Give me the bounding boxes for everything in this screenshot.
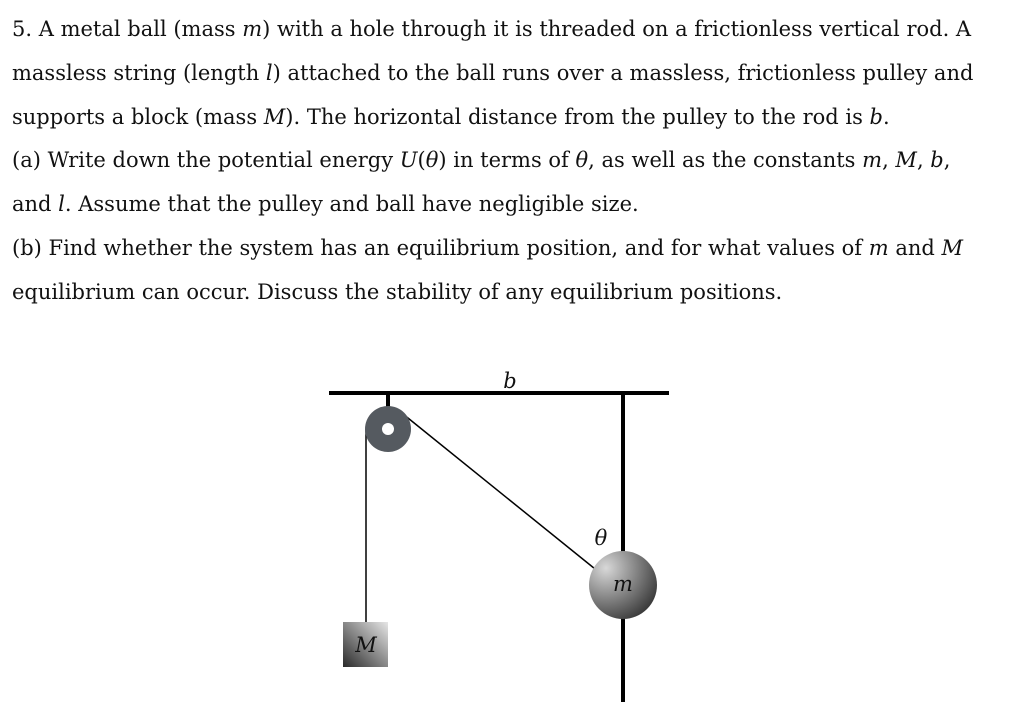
math-symbol: M bbox=[263, 104, 286, 129]
text-run: ) attached to the ball runs over a massless, frictionless pulley and bbox=[272, 60, 974, 85]
string-diagonal bbox=[403, 414, 605, 577]
label-theta: θ bbox=[594, 526, 608, 550]
math-symbol: U bbox=[399, 148, 418, 173]
text-run: , as well as the constants bbox=[588, 148, 863, 173]
label-b: b bbox=[503, 369, 517, 393]
problem-number: 5. bbox=[12, 17, 33, 41]
text-run: ) in terms of bbox=[438, 148, 576, 173]
text-run: (a) Write down the potential energy bbox=[12, 148, 400, 173]
problem-line-1-body bbox=[39, 17, 971, 41]
problem-line-2 bbox=[12, 52, 1002, 96]
text-run: . bbox=[883, 104, 890, 129]
text-run: , bbox=[882, 148, 896, 173]
problem-text bbox=[12, 8, 1002, 315]
text-run: ). The horizontal distance from the pulley to the rod is bbox=[285, 104, 870, 129]
text-run: , bbox=[943, 148, 951, 173]
problem-line-3 bbox=[12, 96, 1002, 140]
problem-line-7 bbox=[12, 271, 1002, 315]
text-run: massless string (length bbox=[12, 60, 266, 85]
math-symbol: m bbox=[242, 17, 263, 41]
math-symbol: m bbox=[862, 148, 883, 173]
math-symbol: m bbox=[868, 235, 889, 260]
math-symbol: θ bbox=[425, 148, 439, 173]
text-run: A metal ball (mass bbox=[38, 17, 243, 41]
pulley-hole bbox=[382, 423, 394, 435]
text-run: and bbox=[888, 235, 942, 260]
label-m: m bbox=[613, 572, 633, 596]
math-symbol: M bbox=[895, 148, 917, 173]
math-symbol: M bbox=[941, 235, 964, 260]
problem-line-4 bbox=[12, 139, 1002, 183]
text-run: and bbox=[12, 192, 59, 217]
text-run: (b) Find whether the system has an equilibrium position, and for what values of bbox=[12, 235, 869, 260]
pulley-diagram bbox=[300, 355, 700, 710]
math-symbol: l bbox=[58, 192, 65, 217]
math-symbol: θ bbox=[575, 148, 589, 173]
text-run: . Assume that the pulley and ball have negligible size. bbox=[64, 192, 639, 217]
text-run: ( bbox=[417, 148, 426, 173]
problem-line-5 bbox=[12, 183, 1002, 227]
text-run: supports a block (mass bbox=[12, 104, 264, 129]
text-run: ) with a hole through it is threaded on a frictionless vertical rod. A bbox=[262, 17, 972, 41]
math-symbol: b bbox=[869, 104, 883, 129]
label-M: M bbox=[355, 633, 377, 657]
pulley-diagram-svg bbox=[300, 355, 700, 710]
text-run: , bbox=[916, 148, 931, 173]
problem-line-6 bbox=[12, 227, 1002, 271]
math-symbol: l bbox=[265, 60, 273, 85]
math-symbol: b bbox=[930, 148, 944, 173]
text-run: equilibrium can occur. Discuss the stability of any equilibrium positions. bbox=[12, 279, 783, 304]
problem-line-1 bbox=[12, 8, 1002, 52]
